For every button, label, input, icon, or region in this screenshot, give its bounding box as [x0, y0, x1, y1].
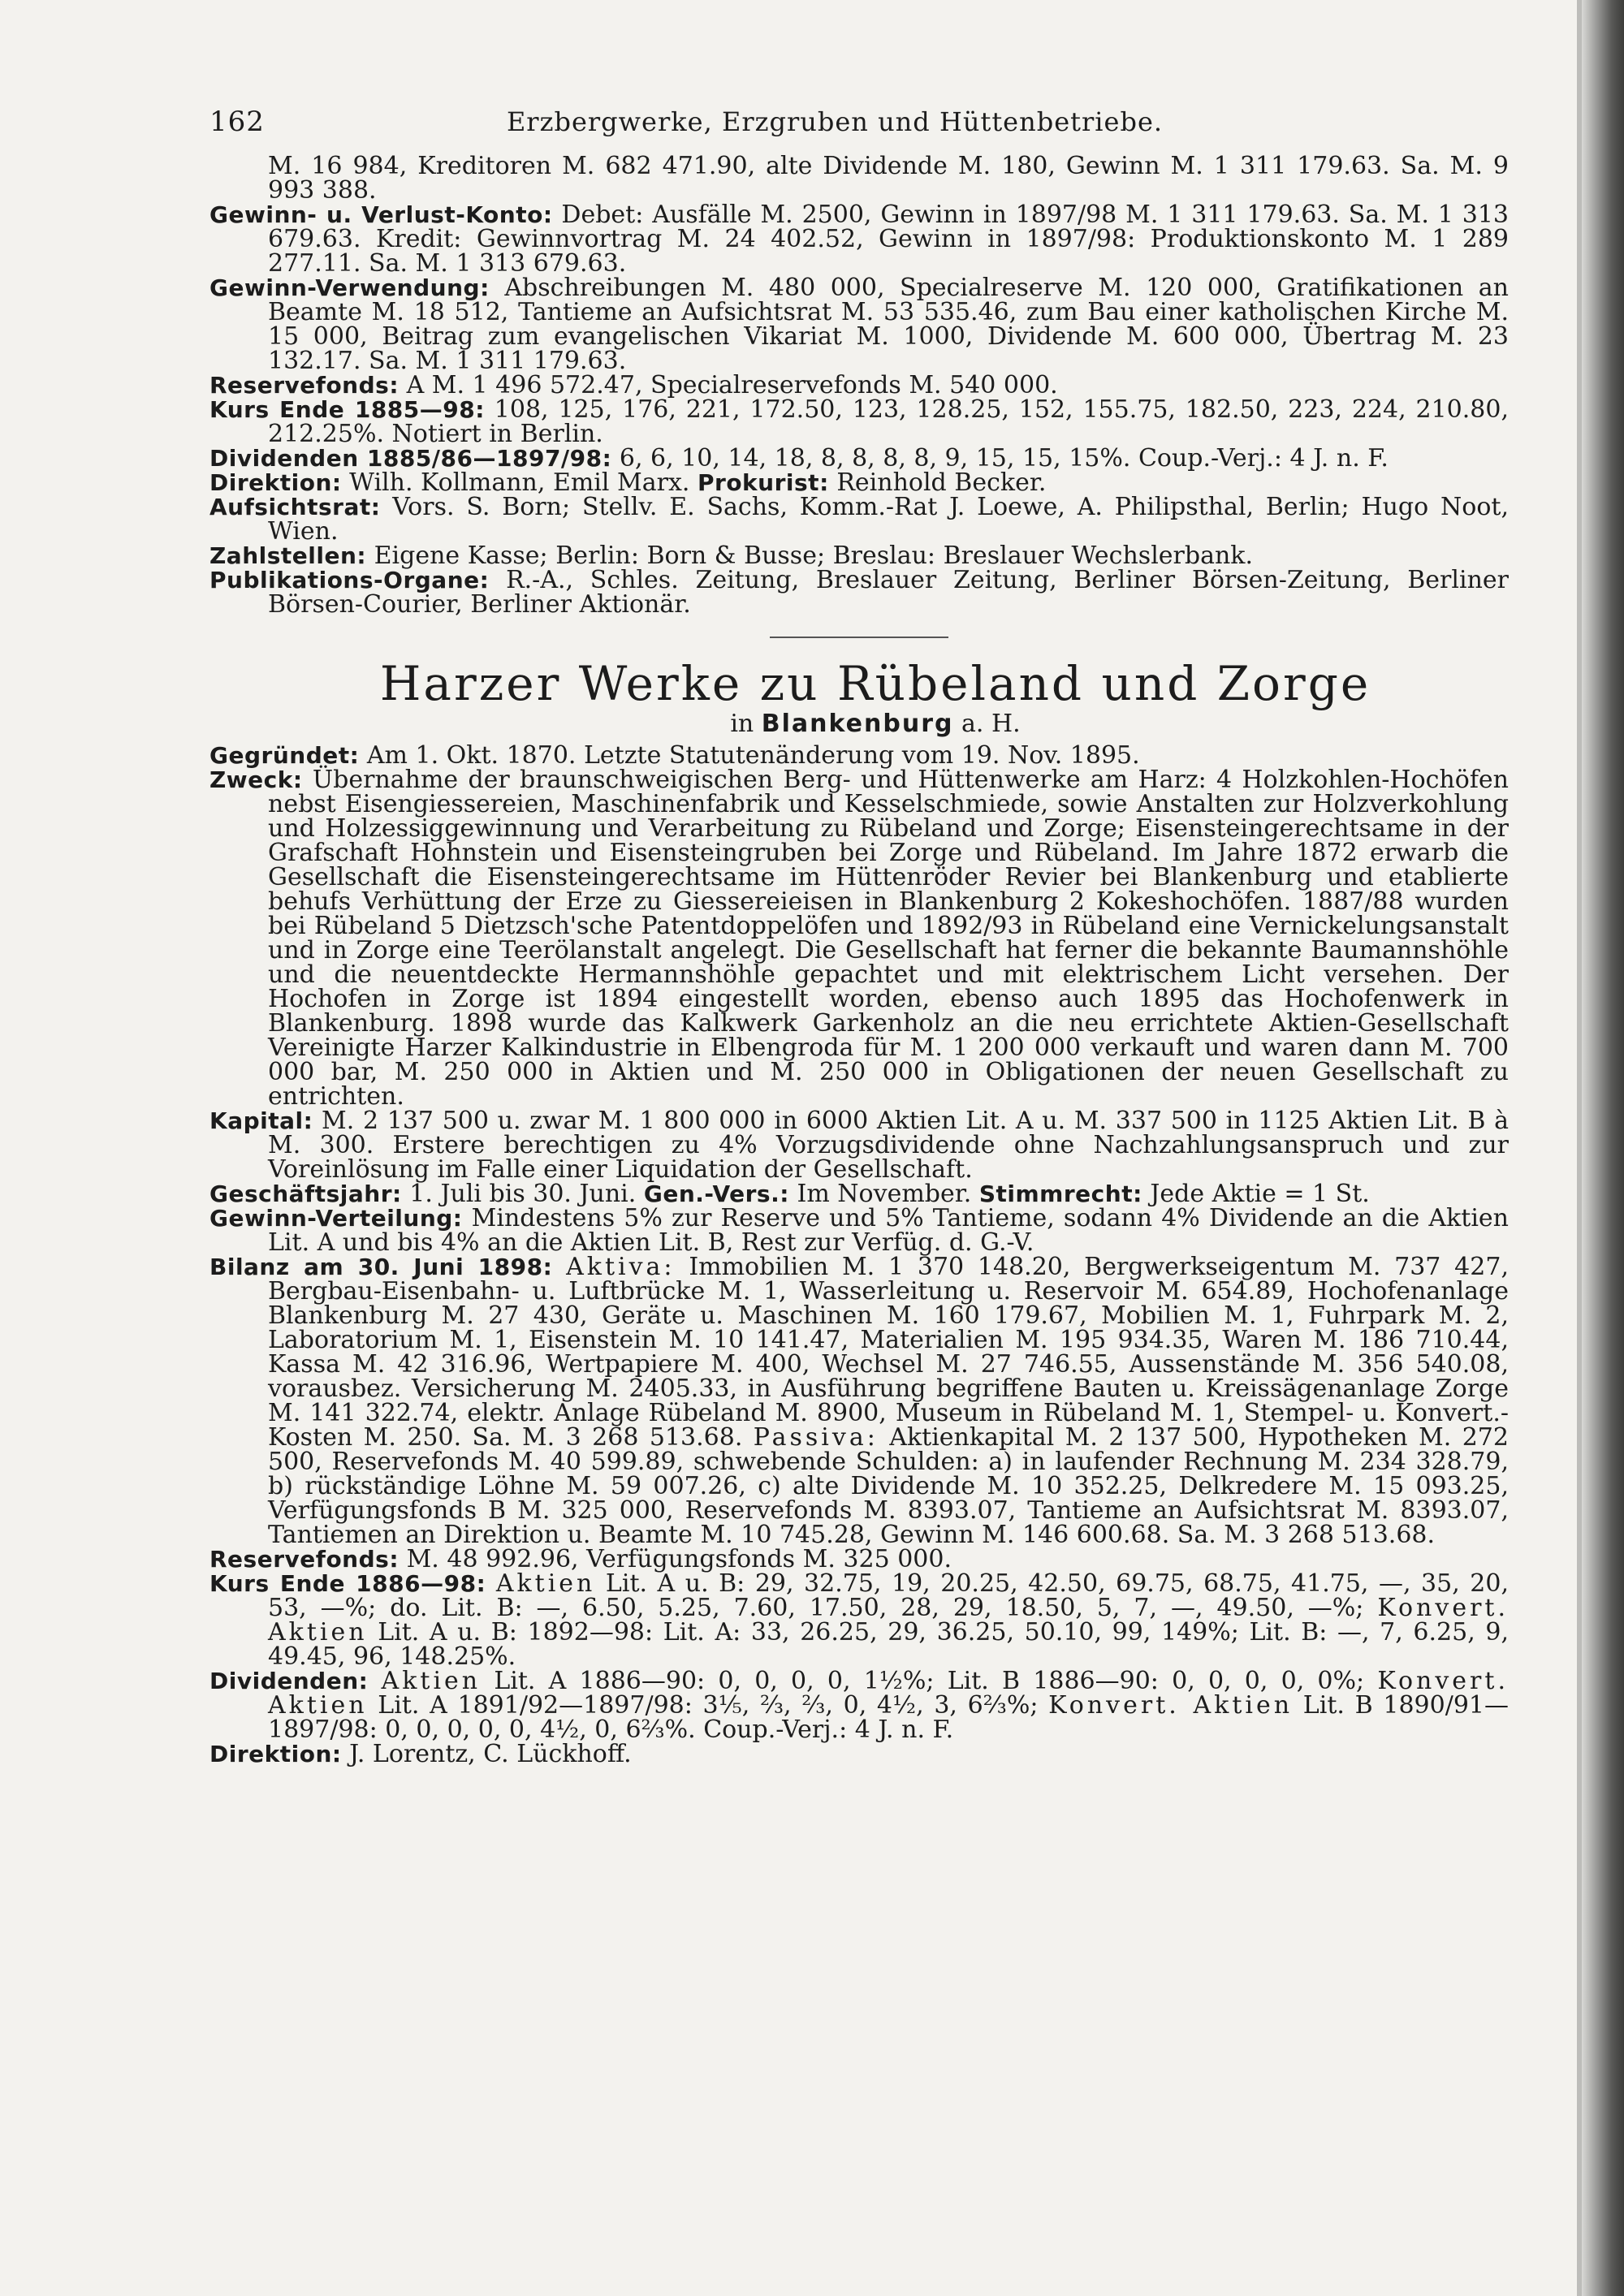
- dividenden-label: Dividenden:: [209, 1668, 369, 1694]
- div-konvert-label-2: Konvert. Aktien: [1048, 1691, 1294, 1720]
- page-header: [209, 106, 1509, 154]
- geschaeftsjahr-label: Geschäftsjahr:: [209, 1180, 402, 1207]
- stimmrecht-label: Stimmrecht:: [978, 1180, 1142, 1207]
- publikation-label: Publikations-Organe:: [209, 567, 490, 593]
- passiva-label: Passiva:: [753, 1423, 879, 1452]
- prokurist-label: Prokurist:: [697, 469, 829, 496]
- passiva-text: Aktienkapital M. 2 137 500, Hypotheken M. 272 500, Reservefonds M. 40 599.89, schwebende Schulden: a) in laufender Rechnung M. 234 328.79, b) rückständige Löhne M. 59 007.26, c) alte Dividende M. 10 352.25, Delkredere M. 15 093.25, Verfügungsfonds B M. 325 000, Reservefonds M. 8393.07, Tantieme an Aufsichtsrat M. 8393.07, Tantiemen an Direktion u. Beamte M. 10 745.28, Gewinn M. 146 600.68. Sa. M. 3 268 513.68.: [268, 1423, 1509, 1549]
- location-city: Blankenburg: [761, 710, 954, 738]
- kurs-text-b: Lit. A u. B: 1892—98: Lit. A: 33, 26.25, 29, 36.25, 50.10, 99, 149%; Lit. B: —, 7, 6.25, 9, 49.45, 96, 148.25%.: [268, 1618, 1509, 1671]
- prev-kurs-text: 108, 125, 176, 221, 172.50, 123, 128.25, 152, 155.75, 182.50, 223, 224, 210.80, 212.25%. Notiert in Berlin.: [268, 395, 1509, 448]
- prokurist-text: Reinhold Becker.: [836, 468, 1047, 497]
- prev-reservefonds: [209, 373, 1509, 398]
- prev-reservefonds-label: Reservefonds:: [209, 372, 400, 399]
- kapital-label: Kapital:: [209, 1107, 313, 1134]
- geschaeftsjahr-line: [209, 1182, 1509, 1206]
- kurs-text-a: Lit. A u. B: 29, 32.75, 19, 20.25, 42.50, 69.75, 68.75, 41.75, —, 35, 20, 53, —%; do. Lit. B: —, 6.50, 5.25, 7.60, 17.50, 28, 29, 18.50, 5, 7, —, 49.50, —%;: [268, 1569, 1509, 1622]
- prev-direktion-text: Wilh. Kollmann, Emil Marx.: [349, 468, 690, 497]
- aufsichtsrat-text: Vors. S. Born; Stellv. E. Sachs, Komm.-Rat J. Loewe, A. Philipsthal, Berlin; Hugo Noot, Wien.: [268, 493, 1509, 546]
- genvers-text: Im November.: [797, 1180, 972, 1208]
- gegruendet-label: Gegründet:: [209, 742, 360, 769]
- gv-konto-text: Debet: Ausfälle M. 2500, Gewinn in 1897/98 M. 1 311 179.63. Sa. M. 1 313 679.63. Kredit: Gewinnvortrag M. 24 402.52, Gewinn in 1897/98: Produktionskonto M. 1 289 277.11. Sa. M. 1 313 679.63.: [268, 201, 1510, 278]
- prev-entry-continuation: M. 16 984, Kreditoren M. 682 471.90, alte Dividende M. 180, Gewinn M. 1 311 179.63. Sa. M. 9 993 388.: [268, 152, 1509, 205]
- genvers-label: Gen.-Vers.:: [643, 1180, 789, 1207]
- verwendung-label: Gewinn-Verwendung:: [209, 274, 490, 301]
- kurs-aktien-label: Aktien: [495, 1569, 596, 1598]
- gegruendet-text: Am 1. Okt. 1870. Letzte Statutenänderung vom 19. Nov. 1895.: [366, 741, 1140, 770]
- scan-edge: [1582, 0, 1624, 2296]
- kurs-konvert-label: Konvert. Aktien: [268, 1594, 1509, 1646]
- aktiva-text: Immobilien M. 1 370 148.20, Bergwerkseigentum M. 737 427, Bergbau-Eisenbahn- u. Luftbrücke M. 1, Wasserleitung u. Reservoir M. 654.89, Hochofenanlage Blankenburg M. 27 430, Geräte u. Maschinen M. 160 179.67, Mobilien M. 1, Fuhrpark M. 2, Laboratorium M. 1, Eisenstein M. 10 141.47, Materialien M. 195 934.35, Waren M. 186 710.44, Kassa M. 42 316.96, Wertpapiere M. 400, Wechsel M. 27 746.55, Aussenstände M. 356 540.08, vorausbez. Versicherung M. 2405.33, in Ausführung begriffene Bauten u. Kreissägenanlage Zorge M. 141 322.74, elektr. Anlage Rübeland M. 8900, Museum in Rübeland M. 1, Stempel- u. Konvert.-Kosten M. 250. Sa. M. 3 268 513.68.: [268, 1253, 1509, 1452]
- prev-direktion-label: Direktion:: [209, 469, 342, 496]
- verwendung-text: Abschreibungen M. 480 000, Specialreserve M. 120 000, Gratifikationen an Beamte M. 18 512, Tantieme an Aufsichtsrat M. 53 535.46, zum Bau einer katholischen Kirche M. 15 000, Beitrag zum evangelischen Vikariat M. 1000, Dividende M. 600 000, Übertrag M. 23 132.17. Sa. M. 1 311 179.63.: [268, 274, 1509, 375]
- prev-kurs: [209, 395, 1509, 448]
- dividenden: [209, 1669, 1509, 1742]
- bilanz: [209, 1255, 1509, 1547]
- div-text-c: Lit. B 1890/91—1897/98: 0, 0, 0, 0, 0, 4½, 0, 6⅔%. Coup.-Verj.: 4 J. n. F.: [268, 1691, 1509, 1744]
- prev-kurs-label: Kurs Ende 1885—98:: [209, 396, 485, 423]
- zweck-text: Übernahme der braunschweigischen Berg- und Hüttenwerke am Harz: 4 Holzkohlen-Hochöfen nebst Eisengiessereien, Maschinenfabrik und Kesselschmiede, sowie Anstalten zur Holzverkohlung und Holzessiggewinnung und Verarbeitung zu Rübeland und Zorge; Eisensteingerechtsame in der Grafschaft Hohnstein und Eisensteingruben bei Zorge und Rübeland. Im Jahre 1872 erwarb die Gesellschaft die Eisensteingerechtsame im Hüttenröder Revier bei Blankenburg und etablierte behufs Verhüttung der Erze zu Giessereieisen in Blankenburg 2 Kokeshochöfen. 1887/88 wurden bei Rübeland 5 Dietzsch'sche Patentdoppelöfen und 1892/93 in Rübeland eine Vernickelungsanstalt und in Zorge eine Teerölanstalt angelegt. Die Gesellschaft hat ferner die bekannte Baumannshöhle und die neuentdeckte Hermannshöhle gepachtet und mit elektrischem Licht versehen. Der Hochofen in Zorge ist 1894 eingestellt worden, ebenso auch 1895 das Hochofenwerk in Blankenburg. 1898 wurde das Kalkwerk Garkenholz an die neu errichtete Aktien-Gesellschaft Vereinigte Harzer Kalkindustrie in Elbengroda für M. 1 200 000 verkauft und waren dann M. 700 000 bar, M. 250 000 in Aktien und M. 250 000 in Obligationen der neuen Gesellschaft zu entrichten.: [268, 766, 1509, 1111]
- div-aktien-label: Aktien: [381, 1667, 482, 1695]
- div-text-a: Lit. A 1886—90: 0, 0, 0, 0, 1½%; Lit. B 1886—90: 0, 0, 0, 0, 0%;: [494, 1667, 1365, 1695]
- kurs: [209, 1569, 1509, 1671]
- gv-konto-label: Gewinn- u. Verlust-Konto:: [209, 201, 553, 228]
- company-title: Harzer Werke zu Rübeland und Zorge: [379, 656, 1371, 711]
- running-title: Erzbergwerke, Erzgruben und Hüttenbetriebe.: [506, 106, 1164, 137]
- location-prefix: in: [730, 710, 754, 738]
- prev-zahlstellen: [209, 544, 1509, 568]
- section-divider: [770, 637, 948, 638]
- prev-aufsichtsrat: [209, 495, 1509, 544]
- kurs-label: Kurs Ende 1886—98:: [209, 1570, 486, 1597]
- gv-konto: [209, 203, 1509, 276]
- prev-publikation: [209, 568, 1509, 617]
- page-number: 162: [209, 106, 265, 138]
- prev-dividenden: [209, 444, 1509, 473]
- gewinn-verwendung: [209, 276, 1509, 373]
- zahlstellen-text: Eigene Kasse; Berlin: Born & Busse; Breslau: Breslauer Wechslerbank.: [374, 542, 1254, 570]
- location-suffix: a. H.: [961, 710, 1021, 738]
- gegruendet: [209, 741, 1509, 770]
- geschaeftsjahr-text: 1. Juli bis 30. Juni.: [409, 1180, 637, 1208]
- company-location: [209, 710, 1509, 739]
- kapital: [209, 1109, 1509, 1182]
- zweck-label: Zweck:: [209, 766, 303, 793]
- zweck: [209, 768, 1509, 1109]
- document-page: [209, 106, 1509, 1767]
- gewinnverteilung: [209, 1206, 1509, 1255]
- div-konvert-label: Konvert. Aktien: [268, 1667, 1509, 1720]
- direktion-text: J. Lorentz, C. Lückhoff.: [349, 1740, 632, 1768]
- prev-dividenden-label: Dividenden 1885/86—1897/98:: [209, 445, 612, 472]
- gewinnverteilung-label: Gewinn-Verteilung:: [209, 1205, 463, 1232]
- prev-direktion: [209, 468, 1509, 497]
- kapital-text: M. 2 137 500 u. zwar M. 1 800 000 in 6000 Aktien Lit. A u. M. 337 500 in 1125 Aktien Lit. B à M. 300. Erstere berechtigen zu 4% Vorzugsdividende ohne Nachzahlungsanspruch und zur Voreinlösung im Falle einer Liquidation der Gesellschaft.: [268, 1107, 1509, 1184]
- reservefonds: [209, 1547, 1509, 1572]
- reservefonds-text: M. 48 992.96, Verfügungsfonds M. 325 000.: [406, 1545, 952, 1573]
- direktion-label: Direktion:: [209, 1741, 342, 1767]
- aufsichtsrat-label: Aufsichtsrat:: [209, 494, 381, 520]
- bilanz-label: Bilanz am 30. Juni 1898:: [209, 1254, 553, 1280]
- div-text-b: Lit. A 1891/92—1897/98: 3⅕, ⅔, ⅔, 0, 4½, 3, 6⅔%;: [378, 1691, 1039, 1720]
- zahlstellen-label: Zahlstellen:: [209, 542, 367, 569]
- gewinnverteilung-text: Mindestens 5% zur Reserve und 5% Tantieme, sodann 4% Dividende an die Aktien Lit. A und bis 4% an die Aktien Lit. B, Rest zur Verfüg. d. G.-V.: [268, 1204, 1509, 1257]
- publikation-text: R.-A., Schles. Zeitung, Breslauer Zeitung, Berliner Börsen-Zeitung, Berliner Börsen-Courier, Berliner Aktionär.: [268, 566, 1509, 619]
- prev-reservefonds-text: A M. 1 496 572.47, Specialreservefonds M. 540 000.: [406, 371, 1058, 399]
- aktiva-label: Aktiva:: [566, 1253, 676, 1281]
- stimmrecht-text: Jede Aktie = 1 St.: [1150, 1180, 1370, 1208]
- direktion: [209, 1742, 1509, 1767]
- prev-dividenden-text: 6, 6, 10, 14, 18, 8, 8, 8, 8, 9, 15, 15, 15%. Coup.-Verj.: 4 J. n. F.: [619, 444, 1389, 473]
- reservefonds-label: Reservefonds:: [209, 1546, 400, 1573]
